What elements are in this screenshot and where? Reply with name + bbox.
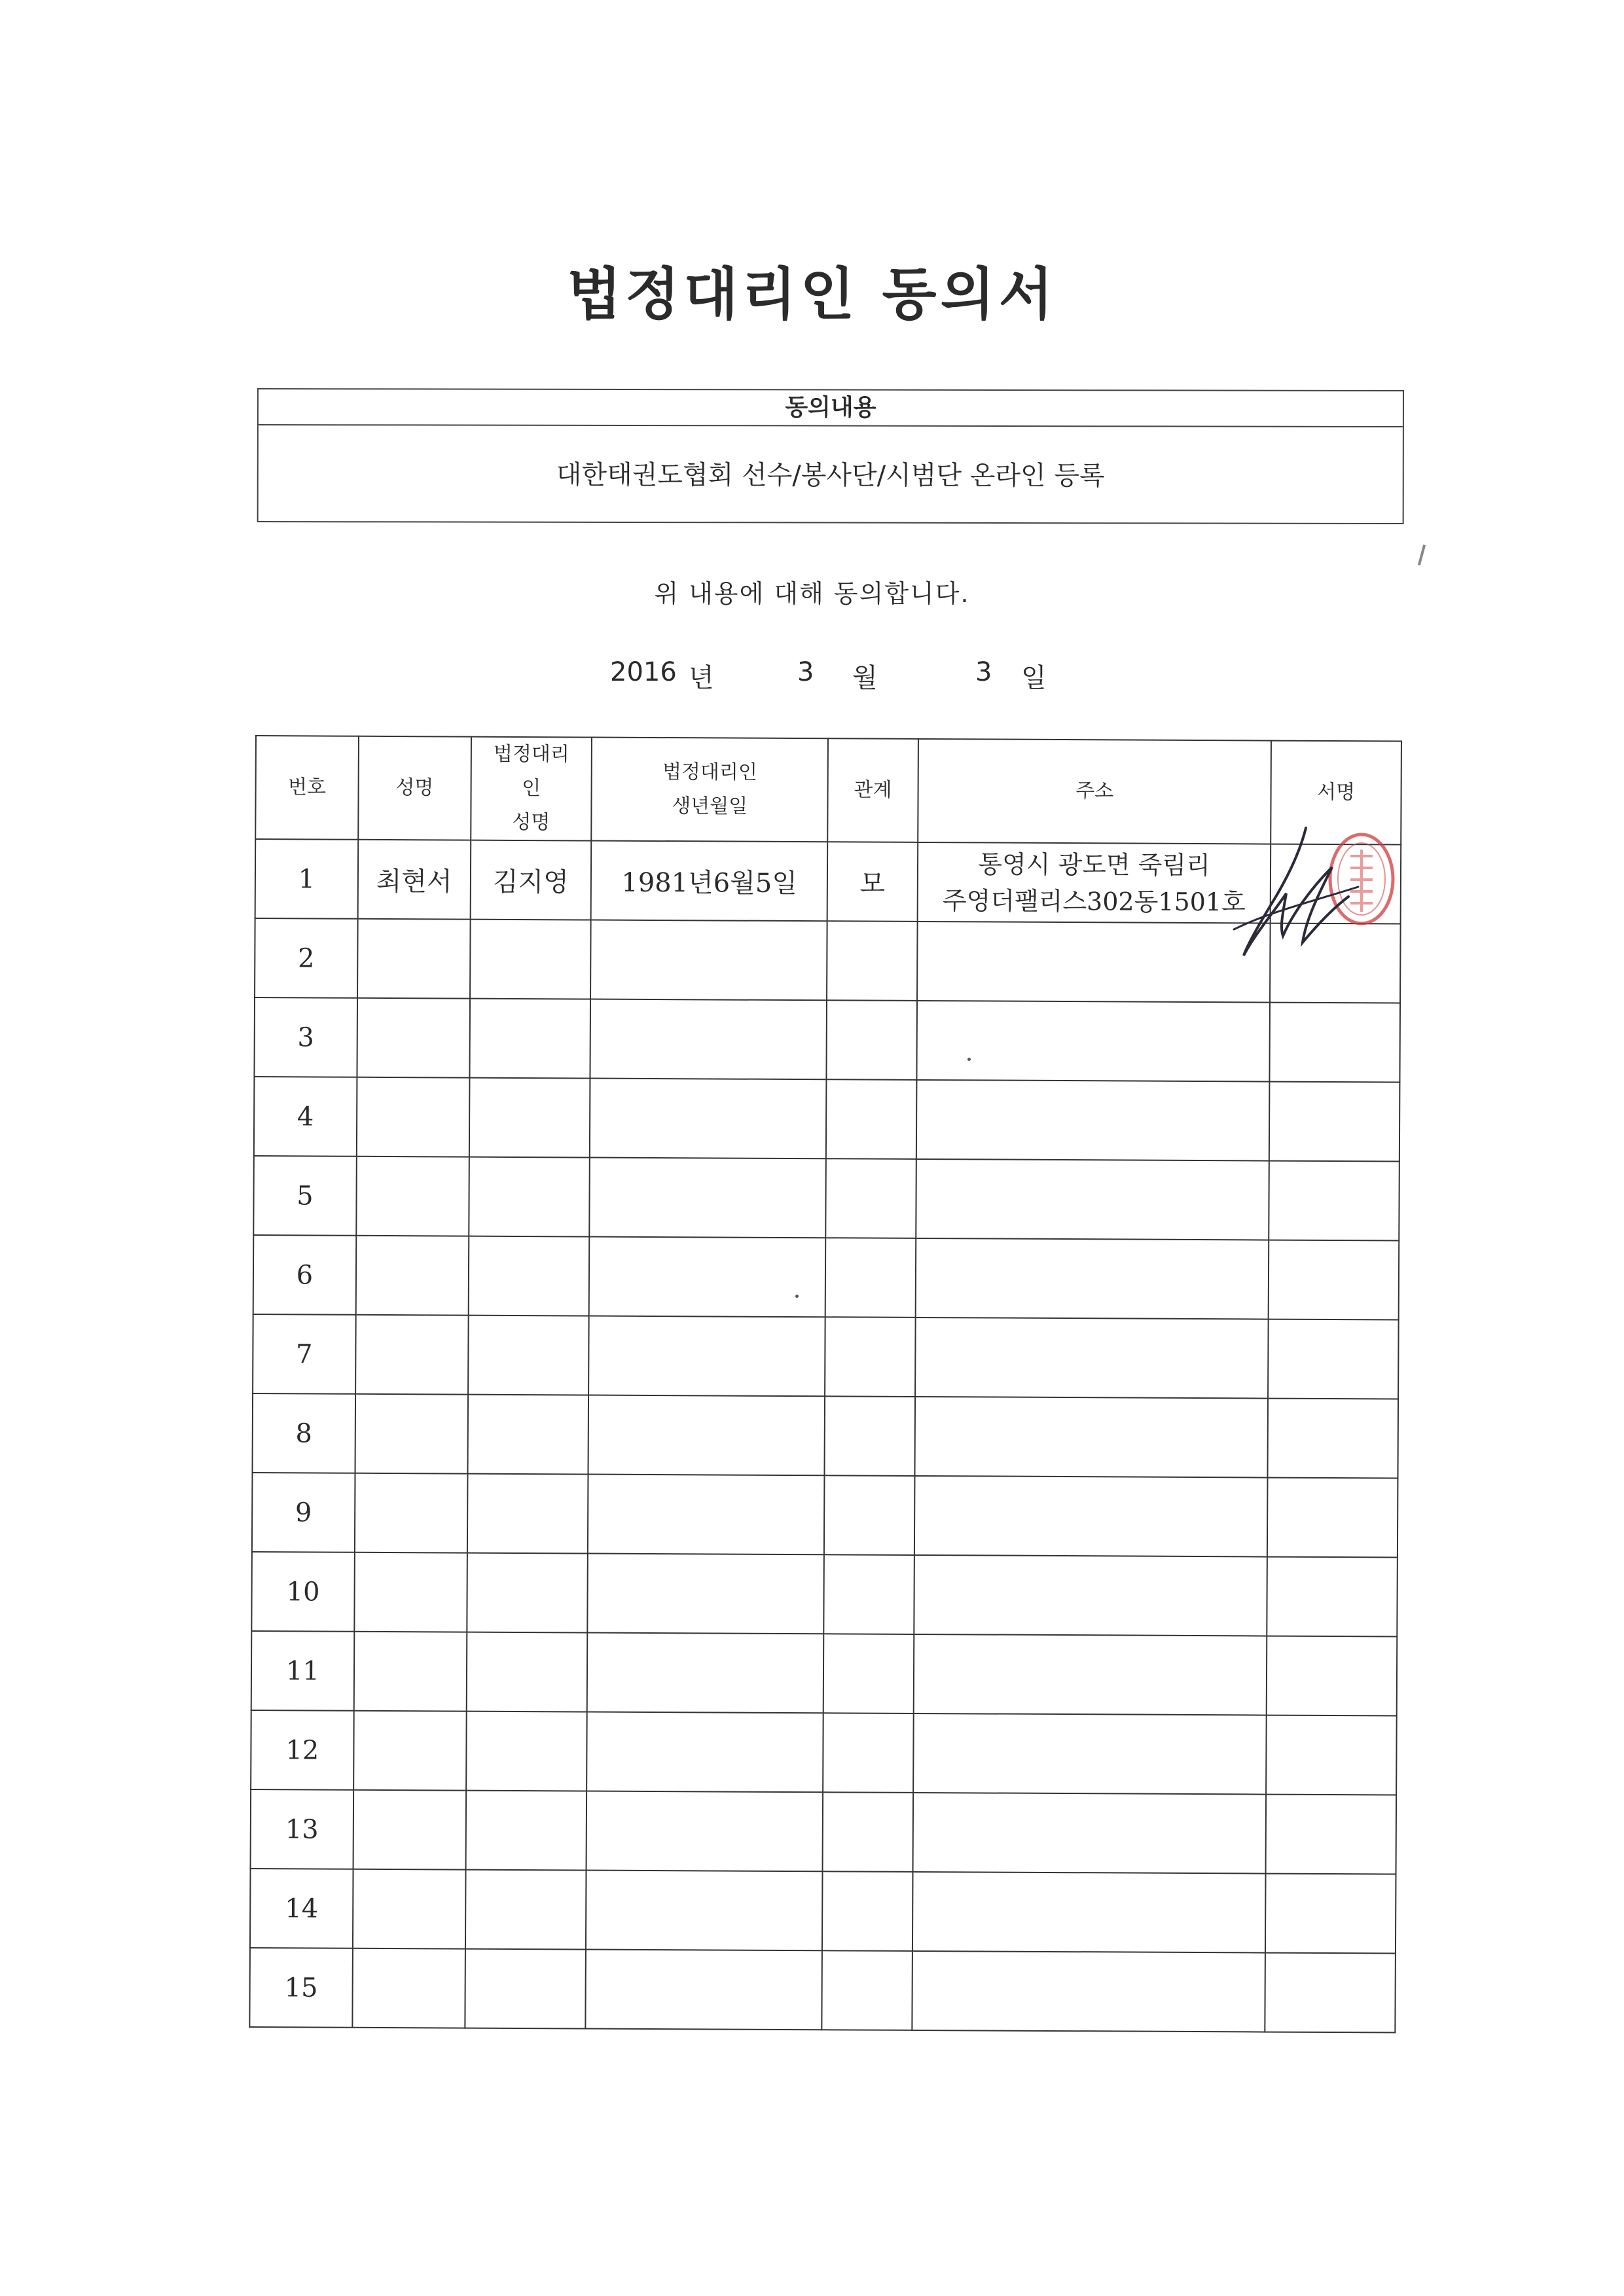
date-month: 3	[797, 657, 814, 687]
cell-number: 8	[252, 1393, 355, 1473]
cell-name	[352, 1948, 465, 2028]
cell-name	[357, 1077, 469, 1157]
cell-address	[916, 1001, 1270, 1082]
cell-address	[914, 1634, 1267, 1715]
address-line1	[916, 1436, 1267, 1438]
cell-name	[356, 1236, 469, 1316]
cell-guardian-birth: 1981년6월5일	[591, 841, 827, 922]
cell-number: 11	[251, 1631, 354, 1711]
address-line2	[918, 1040, 1269, 1042]
date-year-unit: 년	[689, 663, 714, 693]
cell-signature	[1267, 1478, 1398, 1558]
cell-guardian-birth	[586, 1949, 822, 2030]
cell-guardian-name	[466, 1632, 587, 1712]
table-row	[251, 1789, 1397, 1874]
cell-name	[357, 998, 469, 1078]
cell-guardian-birth	[590, 920, 827, 1001]
cell-guardian-birth	[587, 1712, 823, 1792]
cell-guardian-name: 김지영	[470, 840, 591, 920]
cell-address	[912, 1951, 1265, 2032]
scan-speck	[967, 1058, 971, 1061]
address-line1	[914, 1832, 1265, 1834]
cell-number: 15	[249, 1948, 352, 2028]
cell-guardian-birth	[589, 1237, 825, 1318]
cell-guardian-name	[470, 920, 591, 999]
header-guardian-birth-line1: 법정대리인	[662, 761, 757, 784]
cell-name	[355, 1394, 467, 1474]
scan-mark	[1418, 545, 1426, 565]
cell-signature	[1268, 1399, 1398, 1479]
header-number: 번호	[255, 736, 359, 840]
cell-signature	[1265, 1953, 1396, 2033]
address-line2: 주영더팰리스302동1501호	[942, 886, 1246, 916]
cell-relation	[821, 1950, 912, 2030]
cell-name	[356, 1157, 469, 1236]
header-signature: 서명	[1271, 741, 1401, 845]
cell-guardian-name	[465, 1949, 586, 2029]
header-guardian-birth	[592, 738, 828, 842]
cell-relation	[824, 1475, 914, 1555]
cell-relation: 모	[827, 842, 918, 922]
cell-signature	[1267, 1636, 1397, 1716]
cell-signature	[1269, 1161, 1399, 1241]
cell-guardian-name	[467, 1474, 588, 1554]
cell-relation	[825, 1317, 915, 1397]
cell-guardian-birth	[588, 1475, 824, 1555]
address-line2	[913, 1911, 1265, 1913]
address-line2	[917, 1119, 1269, 1121]
address-line1	[914, 1674, 1266, 1676]
table-row	[253, 1314, 1399, 1399]
consent-header: 동의내용	[259, 389, 1403, 427]
cell-name: 최현서	[357, 840, 470, 920]
header-guardian-name-line1: 법정대리	[493, 742, 569, 766]
cell-name	[354, 1552, 467, 1632]
address-line1	[916, 1278, 1268, 1280]
cell-address	[914, 1476, 1268, 1557]
cell-name	[353, 1790, 465, 1870]
address-line2	[914, 1832, 1265, 1834]
cell-address	[914, 1397, 1268, 1478]
address-line1: 통영시 광도면 죽림리	[978, 849, 1210, 880]
cell-guardian-name	[468, 1236, 589, 1316]
cell-name	[355, 1315, 468, 1395]
address-line2	[916, 1278, 1268, 1280]
cell-relation	[822, 1871, 912, 1951]
cell-guardian-name	[467, 1395, 588, 1475]
cell-number: 13	[251, 1789, 353, 1869]
date-year: 2016	[610, 657, 677, 687]
address-line1	[913, 1990, 1265, 1992]
cell-name	[354, 1632, 467, 1712]
cell-signature	[1266, 1715, 1396, 1795]
cell-guardian-birth	[588, 1395, 825, 1476]
cell-relation	[827, 921, 917, 1001]
cell-guardian-name	[465, 1791, 586, 1871]
table-row	[250, 1869, 1396, 1954]
address-line1	[914, 1753, 1265, 1755]
table-row	[254, 997, 1400, 1083]
address-line1	[916, 1357, 1267, 1359]
header-address: 주소	[918, 739, 1271, 844]
cell-relation	[826, 1079, 916, 1159]
cell-number: 1	[255, 839, 358, 919]
cell-address	[915, 1318, 1269, 1399]
cell-guardian-name	[467, 1553, 588, 1633]
table-row	[252, 1393, 1398, 1479]
header-guardian-name-line2: 인	[522, 776, 541, 800]
cell-relation	[823, 1792, 913, 1872]
cell-guardian-birth	[588, 1553, 824, 1634]
cell-guardian-birth	[586, 1791, 823, 1871]
address-line1	[914, 1594, 1266, 1596]
cell-name	[353, 1711, 466, 1791]
cell-number: 5	[253, 1156, 356, 1236]
cell-relation	[823, 1554, 914, 1634]
cell-signature	[1266, 1795, 1396, 1874]
cell-address	[916, 1159, 1269, 1240]
cell-signature	[1265, 1874, 1396, 1954]
cell-signature	[1267, 1557, 1397, 1637]
cell-address	[914, 1555, 1267, 1636]
scan-speck	[795, 1295, 799, 1298]
agree-statement: 위 내용에 대해 동의합니다.	[654, 579, 970, 608]
handwritten-signature-icon	[1208, 815, 1378, 972]
address-line2	[914, 1674, 1266, 1676]
cell-relation	[825, 1158, 916, 1238]
date-day-unit: 일	[1021, 663, 1047, 693]
header-guardian-name-line3: 성명	[512, 810, 550, 834]
address-line2	[916, 1198, 1268, 1200]
date-day: 3	[975, 657, 992, 687]
header-guardian-birth-line2: 생년월일	[672, 795, 748, 818]
cell-address	[916, 1080, 1270, 1161]
table-row	[252, 1473, 1398, 1558]
cell-address	[916, 1238, 1269, 1319]
cell-name	[353, 1869, 465, 1949]
table-row	[254, 1077, 1400, 1162]
table-row	[253, 1235, 1399, 1320]
address-line1	[913, 1911, 1265, 1913]
cell-relation	[825, 1396, 915, 1476]
cell-number: 2	[255, 918, 357, 998]
date-month-unit: 월	[852, 663, 878, 693]
cell-guardian-birth	[587, 1632, 823, 1713]
cell-signature	[1269, 1082, 1399, 1162]
cell-number: 9	[252, 1473, 355, 1552]
header-guardian-name	[471, 737, 592, 841]
cell-guardian-name	[469, 1157, 590, 1237]
address-line2	[914, 1594, 1266, 1596]
cell-guardian-birth	[586, 1870, 822, 1950]
consent-content: 대한태권도협회 선수/봉사단/시범단 온라인 등록	[556, 459, 1105, 492]
address-line1	[917, 1119, 1269, 1121]
address-line1	[918, 1040, 1269, 1042]
cell-signature	[1270, 1003, 1400, 1083]
cell-number: 10	[251, 1552, 354, 1632]
cell-number: 3	[254, 997, 357, 1077]
cell-name	[357, 919, 470, 999]
table-row	[253, 1156, 1399, 1241]
cell-guardian-name	[466, 1712, 587, 1791]
address-line2	[916, 1436, 1267, 1438]
cell-number: 4	[254, 1077, 357, 1157]
cell-number: 6	[253, 1235, 356, 1315]
cell-relation	[823, 1634, 914, 1713]
cell-number: 7	[253, 1314, 355, 1394]
cell-guardian-birth	[590, 999, 827, 1080]
cell-name	[355, 1473, 467, 1553]
table-row	[251, 1631, 1398, 1716]
address-line2	[915, 1515, 1267, 1517]
cell-guardian-name	[468, 1316, 589, 1395]
cell-address	[913, 1713, 1267, 1795]
cell-relation	[826, 1000, 916, 1080]
address-line2	[914, 1753, 1265, 1755]
address-line1	[915, 1515, 1267, 1517]
address-line2	[916, 1357, 1267, 1359]
cell-relation	[823, 1713, 913, 1793]
cell-address	[912, 1793, 1266, 1874]
cell-address	[912, 1872, 1266, 1953]
cell-guardian-name	[469, 1078, 590, 1158]
consent-box	[257, 388, 1404, 524]
cell-signature	[1269, 1240, 1399, 1320]
cell-guardian-name	[465, 1870, 586, 1950]
cell-number: 14	[250, 1869, 353, 1948]
table-row	[251, 1552, 1398, 1637]
cell-guardian-name	[469, 999, 590, 1079]
cell-guardian-birth	[588, 1316, 825, 1397]
cell-relation	[825, 1238, 916, 1318]
table-row	[249, 1948, 1396, 2033]
address-line1	[916, 1198, 1268, 1200]
page-title: 법정대리인 동의서	[567, 262, 1057, 327]
address-line2	[913, 1990, 1265, 1992]
header-name: 성명	[358, 736, 471, 840]
header-relation: 관계	[827, 738, 918, 842]
cell-signature	[1268, 1319, 1398, 1399]
cell-guardian-birth	[590, 1079, 826, 1159]
cell-number: 12	[251, 1710, 353, 1790]
cell-guardian-birth	[590, 1158, 826, 1238]
table-row	[251, 1710, 1397, 1795]
